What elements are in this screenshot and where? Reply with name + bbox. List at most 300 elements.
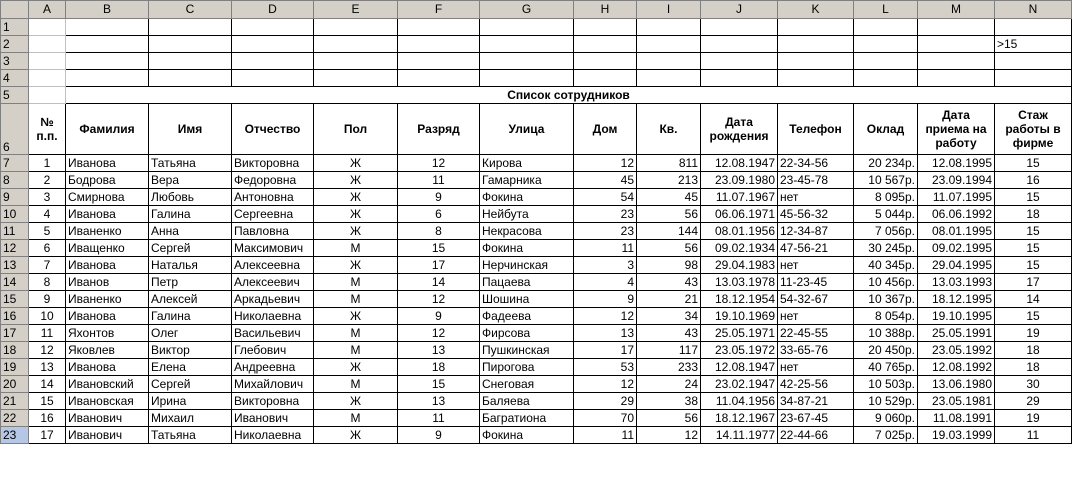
data-cell[interactable]: 15	[995, 308, 1072, 325]
data-cell[interactable]: 10 529р.	[854, 393, 918, 410]
data-cell[interactable]: 23.05.1992	[918, 342, 995, 359]
cell[interactable]	[574, 53, 637, 70]
cell[interactable]	[854, 36, 918, 53]
data-cell[interactable]: 08.01.1995	[918, 223, 995, 240]
data-cell[interactable]: 17	[574, 342, 637, 359]
data-cell[interactable]: 7 025р.	[854, 427, 918, 444]
data-cell[interactable]: Ж	[314, 308, 398, 325]
cell[interactable]	[29, 70, 66, 87]
data-cell[interactable]: 8 054р.	[854, 308, 918, 325]
data-cell[interactable]: 15	[29, 393, 66, 410]
data-cell[interactable]: Нерчинская	[480, 257, 574, 274]
data-cell[interactable]: Фадеева	[480, 308, 574, 325]
cell[interactable]	[854, 53, 918, 70]
data-cell[interactable]: Васильевич	[232, 325, 314, 342]
cell[interactable]	[637, 36, 701, 53]
cell[interactable]	[918, 36, 995, 53]
cell[interactable]	[66, 19, 149, 36]
data-cell[interactable]: 5	[29, 223, 66, 240]
data-cell[interactable]: Антоновна	[232, 189, 314, 206]
data-cell[interactable]: Любовь	[149, 189, 232, 206]
data-cell[interactable]: 811	[637, 155, 701, 172]
data-cell[interactable]: 24	[637, 376, 701, 393]
data-cell[interactable]: 43	[637, 274, 701, 291]
data-cell[interactable]: 23	[574, 223, 637, 240]
cell[interactable]	[574, 36, 637, 53]
row-header-13[interactable]: 13	[1, 257, 29, 274]
column-header-m[interactable]: M	[918, 1, 995, 19]
data-cell[interactable]: 1	[29, 155, 66, 172]
data-cell[interactable]: 22-45-55	[778, 325, 854, 342]
data-cell[interactable]: 11	[995, 427, 1072, 444]
data-cell[interactable]: Алексеевна	[232, 257, 314, 274]
data-cell[interactable]: 23.09.1980	[701, 172, 778, 189]
data-cell[interactable]: 117	[637, 342, 701, 359]
data-cell[interactable]: 12.08.1947	[701, 155, 778, 172]
data-cell[interactable]: 12	[29, 342, 66, 359]
data-cell[interactable]: 30 245р.	[854, 240, 918, 257]
data-cell[interactable]: 20 234р.	[854, 155, 918, 172]
data-cell[interactable]: 06.06.1971	[701, 206, 778, 223]
cell[interactable]	[314, 70, 398, 87]
data-cell[interactable]: 45	[637, 189, 701, 206]
data-cell[interactable]: 33-65-76	[778, 342, 854, 359]
data-cell[interactable]: Ирина	[149, 393, 232, 410]
data-cell[interactable]: 144	[637, 223, 701, 240]
data-cell[interactable]: 5 044р.	[854, 206, 918, 223]
cell[interactable]	[778, 70, 854, 87]
data-cell[interactable]: 11	[398, 410, 480, 427]
cell[interactable]	[778, 19, 854, 36]
data-cell[interactable]: Гамарника	[480, 172, 574, 189]
data-cell[interactable]: Иванов	[66, 274, 149, 291]
cell[interactable]	[637, 19, 701, 36]
data-cell[interactable]: Яковлев	[66, 342, 149, 359]
column-header-a[interactable]: A	[29, 1, 66, 19]
cell[interactable]	[854, 19, 918, 36]
table-title[interactable]: Список сотрудников	[66, 87, 1072, 104]
data-cell[interactable]: Ж	[314, 393, 398, 410]
data-cell[interactable]: 10 503р.	[854, 376, 918, 393]
data-cell[interactable]: Андреевна	[232, 359, 314, 376]
cell[interactable]	[232, 53, 314, 70]
data-cell[interactable]: Иванович	[232, 410, 314, 427]
cell[interactable]	[29, 19, 66, 36]
data-cell[interactable]: 47-56-21	[778, 240, 854, 257]
column-title[interactable]: Отчество	[232, 104, 314, 155]
data-cell[interactable]: Фирсова	[480, 325, 574, 342]
data-cell[interactable]: Ж	[314, 206, 398, 223]
data-cell[interactable]: Анна	[149, 223, 232, 240]
data-cell[interactable]: Галина	[149, 206, 232, 223]
data-cell[interactable]: 18.12.1995	[918, 291, 995, 308]
row-header-20[interactable]: 20	[1, 376, 29, 393]
data-cell[interactable]: 11.07.1995	[918, 189, 995, 206]
cell[interactable]	[918, 53, 995, 70]
data-cell[interactable]: 56	[637, 206, 701, 223]
data-cell[interactable]: Некрасова	[480, 223, 574, 240]
data-cell[interactable]: М	[314, 325, 398, 342]
cell[interactable]	[701, 19, 778, 36]
data-cell[interactable]: 12	[574, 308, 637, 325]
data-cell[interactable]: 21	[637, 291, 701, 308]
column-header-g[interactable]: G	[480, 1, 574, 19]
cell[interactable]	[149, 70, 232, 87]
data-cell[interactable]: Кирова	[480, 155, 574, 172]
cell[interactable]	[66, 53, 149, 70]
data-cell[interactable]: 18	[995, 206, 1072, 223]
data-cell[interactable]: 18	[398, 359, 480, 376]
cell[interactable]	[995, 19, 1072, 36]
data-cell[interactable]: 12-34-87	[778, 223, 854, 240]
data-cell[interactable]: Ж	[314, 257, 398, 274]
column-header-e[interactable]: E	[314, 1, 398, 19]
data-cell[interactable]: 54	[574, 189, 637, 206]
row-header-6[interactable]: 6	[1, 104, 29, 155]
data-cell[interactable]: 09.02.1995	[918, 240, 995, 257]
data-cell[interactable]: Викторовна	[232, 155, 314, 172]
cell[interactable]	[701, 70, 778, 87]
data-cell[interactable]: Аркадьевич	[232, 291, 314, 308]
data-cell[interactable]: 14	[398, 274, 480, 291]
data-cell[interactable]: Татьяна	[149, 427, 232, 444]
data-cell[interactable]: 29.04.1983	[701, 257, 778, 274]
data-cell[interactable]: Виктор	[149, 342, 232, 359]
data-cell[interactable]: 98	[637, 257, 701, 274]
row-header-19[interactable]: 19	[1, 359, 29, 376]
data-cell[interactable]: Иванова	[66, 206, 149, 223]
data-cell[interactable]: Ивановский	[66, 376, 149, 393]
data-cell[interactable]: 13	[29, 359, 66, 376]
data-cell[interactable]: 34-87-21	[778, 393, 854, 410]
data-cell[interactable]: 29	[995, 393, 1072, 410]
data-cell[interactable]: 12	[574, 376, 637, 393]
data-cell[interactable]: Викторовна	[232, 393, 314, 410]
data-cell[interactable]: 4	[574, 274, 637, 291]
cell[interactable]	[918, 19, 995, 36]
data-cell[interactable]: 40 345р.	[854, 257, 918, 274]
row-header-1[interactable]: 1	[1, 19, 29, 36]
data-cell[interactable]: Николаевна	[232, 427, 314, 444]
data-cell[interactable]: 19	[995, 410, 1072, 427]
data-cell[interactable]: 56	[637, 410, 701, 427]
cell[interactable]	[314, 19, 398, 36]
data-cell[interactable]: 7 056р.	[854, 223, 918, 240]
data-cell[interactable]: 8	[29, 274, 66, 291]
cell[interactable]	[66, 70, 149, 87]
data-cell[interactable]: 45-56-32	[778, 206, 854, 223]
data-cell[interactable]: 15	[398, 376, 480, 393]
cell[interactable]	[149, 53, 232, 70]
row-header-3[interactable]: 3	[1, 53, 29, 70]
data-cell[interactable]: Михаил	[149, 410, 232, 427]
data-cell[interactable]: 13.06.1980	[918, 376, 995, 393]
data-cell[interactable]: Иванова	[66, 359, 149, 376]
row-header-17[interactable]: 17	[1, 325, 29, 342]
data-cell[interactable]: 14	[995, 291, 1072, 308]
data-cell[interactable]: Фокина	[480, 189, 574, 206]
data-cell[interactable]: 11	[398, 172, 480, 189]
data-cell[interactable]: 19.03.1999	[918, 427, 995, 444]
data-cell[interactable]: 08.01.1956	[701, 223, 778, 240]
data-cell[interactable]: Максимович	[232, 240, 314, 257]
data-cell[interactable]: 13	[398, 393, 480, 410]
cell[interactable]	[480, 53, 574, 70]
data-cell[interactable]: 19.10.1969	[701, 308, 778, 325]
data-cell[interactable]: Иванович	[66, 427, 149, 444]
data-cell[interactable]: Татьяна	[149, 155, 232, 172]
data-cell[interactable]: 23.05.1981	[918, 393, 995, 410]
data-cell[interactable]: 6	[398, 206, 480, 223]
data-cell[interactable]: 12.08.1992	[918, 359, 995, 376]
data-cell[interactable]: Иващенко	[66, 240, 149, 257]
cell[interactable]	[232, 19, 314, 36]
data-cell[interactable]: 15	[995, 155, 1072, 172]
data-cell[interactable]: Галина	[149, 308, 232, 325]
data-cell[interactable]: 11.08.1991	[918, 410, 995, 427]
cell[interactable]	[29, 87, 66, 104]
data-cell[interactable]: Пацаева	[480, 274, 574, 291]
data-cell[interactable]: Олег	[149, 325, 232, 342]
data-cell[interactable]: 9 060р.	[854, 410, 918, 427]
data-cell[interactable]: 19.10.1995	[918, 308, 995, 325]
data-cell[interactable]: 17	[995, 274, 1072, 291]
data-cell[interactable]: Ж	[314, 359, 398, 376]
data-cell[interactable]: Ж	[314, 155, 398, 172]
cell[interactable]	[854, 70, 918, 87]
data-cell[interactable]: 25.05.1971	[701, 325, 778, 342]
column-header-c[interactable]: C	[149, 1, 232, 19]
data-cell[interactable]: 06.06.1992	[918, 206, 995, 223]
data-cell[interactable]: 30	[995, 376, 1072, 393]
data-cell[interactable]: Ж	[314, 172, 398, 189]
cell[interactable]	[574, 19, 637, 36]
data-cell[interactable]: 15	[995, 189, 1072, 206]
data-cell[interactable]: Нейбута	[480, 206, 574, 223]
data-cell[interactable]: 29.04.1995	[918, 257, 995, 274]
cell[interactable]	[29, 53, 66, 70]
data-cell[interactable]: 7	[29, 257, 66, 274]
data-cell[interactable]: 9	[29, 291, 66, 308]
data-cell[interactable]: 25.05.1991	[918, 325, 995, 342]
data-cell[interactable]: 43	[637, 325, 701, 342]
data-cell[interactable]: 23	[574, 206, 637, 223]
column-header-i[interactable]: I	[637, 1, 701, 19]
column-title[interactable]: Кв.	[637, 104, 701, 155]
column-title[interactable]: Оклад	[854, 104, 918, 155]
column-header-h[interactable]: H	[574, 1, 637, 19]
data-cell[interactable]: 11	[574, 427, 637, 444]
cell[interactable]	[232, 70, 314, 87]
data-cell[interactable]: М	[314, 274, 398, 291]
data-cell[interactable]: М	[314, 410, 398, 427]
data-cell[interactable]: 22-34-56	[778, 155, 854, 172]
column-header-n[interactable]: N	[995, 1, 1072, 19]
data-cell[interactable]: Бодрова	[66, 172, 149, 189]
data-cell[interactable]: 13.03.1978	[701, 274, 778, 291]
row-header-18[interactable]: 18	[1, 342, 29, 359]
data-cell[interactable]: Иваненко	[66, 291, 149, 308]
data-cell[interactable]: 9	[398, 189, 480, 206]
column-title[interactable]: Дата приема на работу	[918, 104, 995, 155]
row-header-4[interactable]: 4	[1, 70, 29, 87]
data-cell[interactable]: 10	[29, 308, 66, 325]
cell[interactable]	[574, 70, 637, 87]
row-header-2[interactable]: 2	[1, 36, 29, 53]
data-cell[interactable]: Федоровна	[232, 172, 314, 189]
row-header-16[interactable]: 16	[1, 308, 29, 325]
cell[interactable]	[314, 36, 398, 53]
column-title[interactable]: Телефон	[778, 104, 854, 155]
data-cell[interactable]: 53	[574, 359, 637, 376]
data-cell[interactable]: 18.12.1954	[701, 291, 778, 308]
data-cell[interactable]: 18	[995, 342, 1072, 359]
row-header-23[interactable]: 23	[1, 427, 29, 444]
column-header-j[interactable]: J	[701, 1, 778, 19]
data-cell[interactable]: 23-45-78	[778, 172, 854, 189]
data-cell[interactable]: 09.02.1934	[701, 240, 778, 257]
data-cell[interactable]: 12	[398, 291, 480, 308]
data-cell[interactable]: 213	[637, 172, 701, 189]
data-cell[interactable]: Ж	[314, 427, 398, 444]
column-header-k[interactable]: K	[778, 1, 854, 19]
data-cell[interactable]: 22-44-66	[778, 427, 854, 444]
data-cell[interactable]: 13	[574, 325, 637, 342]
data-cell[interactable]: Елена	[149, 359, 232, 376]
row-header-22[interactable]: 22	[1, 410, 29, 427]
column-header-d[interactable]: D	[232, 1, 314, 19]
data-cell[interactable]: Михайлович	[232, 376, 314, 393]
cell[interactable]	[398, 70, 480, 87]
data-cell[interactable]: 12.08.1995	[918, 155, 995, 172]
data-cell[interactable]: Сергей	[149, 240, 232, 257]
data-cell[interactable]: Шошина	[480, 291, 574, 308]
cell[interactable]	[918, 70, 995, 87]
data-cell[interactable]: М	[314, 291, 398, 308]
row-header-21[interactable]: 21	[1, 393, 29, 410]
data-cell[interactable]: 14.11.1977	[701, 427, 778, 444]
data-cell[interactable]: Снеговая	[480, 376, 574, 393]
row-header-10[interactable]: 10	[1, 206, 29, 223]
data-cell[interactable]: 12	[637, 427, 701, 444]
data-cell[interactable]: 15	[398, 240, 480, 257]
data-cell[interactable]: 9	[574, 291, 637, 308]
cell[interactable]	[995, 53, 1072, 70]
data-cell[interactable]: Иванова	[66, 308, 149, 325]
data-cell[interactable]: 11	[29, 325, 66, 342]
row-header-12[interactable]: 12	[1, 240, 29, 257]
data-cell[interactable]: Смирнова	[66, 189, 149, 206]
column-title[interactable]: Пол	[314, 104, 398, 155]
column-title[interactable]: Дата рождения	[701, 104, 778, 155]
data-cell[interactable]: Фокина	[480, 240, 574, 257]
data-cell[interactable]: нет	[778, 257, 854, 274]
data-cell[interactable]: 17	[398, 257, 480, 274]
cell[interactable]	[778, 53, 854, 70]
data-cell[interactable]: нет	[778, 359, 854, 376]
cell[interactable]	[149, 36, 232, 53]
data-cell[interactable]: 11-23-45	[778, 274, 854, 291]
data-cell[interactable]: 23.05.1972	[701, 342, 778, 359]
data-cell[interactable]: 38	[637, 393, 701, 410]
column-header-b[interactable]: B	[66, 1, 149, 19]
data-cell[interactable]: 23.02.1947	[701, 376, 778, 393]
data-cell[interactable]: 16	[995, 172, 1072, 189]
data-cell[interactable]: 18.12.1967	[701, 410, 778, 427]
data-cell[interactable]: Фокина	[480, 427, 574, 444]
data-cell[interactable]: 16	[29, 410, 66, 427]
cell[interactable]	[149, 19, 232, 36]
data-cell[interactable]: нет	[778, 189, 854, 206]
data-cell[interactable]: 4	[29, 206, 66, 223]
data-cell[interactable]: Глебович	[232, 342, 314, 359]
data-cell[interactable]: Ж	[314, 223, 398, 240]
data-cell[interactable]: Баляева	[480, 393, 574, 410]
data-cell[interactable]: 15	[995, 257, 1072, 274]
row-header-9[interactable]: 9	[1, 189, 29, 206]
data-cell[interactable]: Яхонтов	[66, 325, 149, 342]
row-header-11[interactable]: 11	[1, 223, 29, 240]
data-cell[interactable]: 29	[574, 393, 637, 410]
cell[interactable]	[480, 19, 574, 36]
row-header-5[interactable]: 5	[1, 87, 29, 104]
data-cell[interactable]: Ивановская	[66, 393, 149, 410]
data-cell[interactable]: 12	[398, 325, 480, 342]
data-cell[interactable]: 23-67-45	[778, 410, 854, 427]
data-cell[interactable]: Алексей	[149, 291, 232, 308]
cell[interactable]	[701, 53, 778, 70]
data-cell[interactable]: 45	[574, 172, 637, 189]
row-header-8[interactable]: 8	[1, 172, 29, 189]
data-cell[interactable]: М	[314, 240, 398, 257]
data-cell[interactable]: 2	[29, 172, 66, 189]
cell[interactable]	[637, 53, 701, 70]
column-title[interactable]: Стаж работы в фирме	[995, 104, 1072, 155]
cell[interactable]	[637, 70, 701, 87]
select-all-corner[interactable]	[1, 1, 29, 19]
data-cell[interactable]: Иванова	[66, 155, 149, 172]
data-cell[interactable]: Алексеевич	[232, 274, 314, 291]
row-header-15[interactable]: 15	[1, 291, 29, 308]
data-cell[interactable]: 10 567р.	[854, 172, 918, 189]
data-cell[interactable]: 56	[637, 240, 701, 257]
data-cell[interactable]: Пирогова	[480, 359, 574, 376]
data-cell[interactable]: 3	[29, 189, 66, 206]
data-cell[interactable]: 12.08.1947	[701, 359, 778, 376]
data-cell[interactable]: Ж	[314, 189, 398, 206]
cell[interactable]	[398, 36, 480, 53]
data-cell[interactable]: 70	[574, 410, 637, 427]
column-title[interactable]: № п.п.	[29, 104, 66, 155]
data-cell[interactable]: Сергеевна	[232, 206, 314, 223]
cell[interactable]	[480, 36, 574, 53]
data-cell[interactable]: 40 765р.	[854, 359, 918, 376]
data-cell[interactable]: 11.04.1956	[701, 393, 778, 410]
cell[interactable]	[398, 53, 480, 70]
data-cell[interactable]: 12	[398, 155, 480, 172]
data-cell[interactable]: Наталья	[149, 257, 232, 274]
cell[interactable]	[66, 36, 149, 53]
data-cell[interactable]: Пушкинская	[480, 342, 574, 359]
data-cell[interactable]: 13	[398, 342, 480, 359]
data-cell[interactable]: Вера	[149, 172, 232, 189]
data-cell[interactable]: Багратиона	[480, 410, 574, 427]
data-cell[interactable]: 10 367р.	[854, 291, 918, 308]
data-cell[interactable]: 10 388р.	[854, 325, 918, 342]
data-cell[interactable]: 233	[637, 359, 701, 376]
column-header-l[interactable]: L	[854, 1, 918, 19]
data-cell[interactable]: 13.03.1993	[918, 274, 995, 291]
